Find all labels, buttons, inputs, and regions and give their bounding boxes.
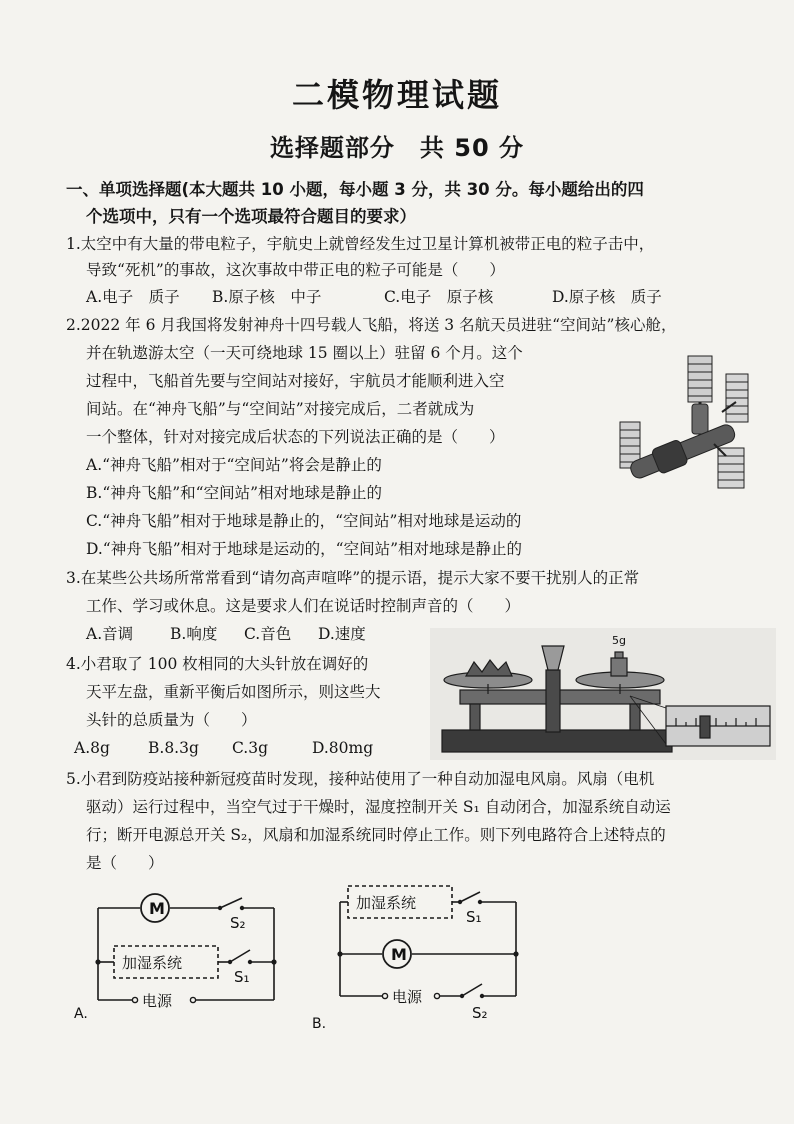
balance-scale-illustration [430,628,776,760]
q1-text-line2: 导致“死机”的事故，这次事故中带正电的粒子可能是（ ） [86,261,505,279]
q2-option-c: C.“神舟飞船”相对于地球是静止的，“空间站”相对地球是运动的 [86,512,522,530]
q1-text-line1: 1.太空中有大量的带电粒子，宇航史上就曾经发生过卫星计算机被带正电的粒子击中， [66,235,655,253]
circuit-diagram-a [70,876,300,1024]
power-source-b-label: 电源 [392,988,423,1006]
space-station-illustration [614,352,760,492]
q1-option-b: B.原子核 中子 [212,288,322,306]
q2-option-a: A.“神舟飞船”相对于“空间站”将会是静止的 [86,456,382,474]
section-heading-line1: 一、单项选择题(本大题共 10 小题，每小题 3 分，共 30 分。每小题给出的四 [66,180,644,199]
q5-text-line4: 是（ ） [86,854,164,872]
q5-text-line3: 行；断开电源总开关 S₂，风扇和加湿系统同时停止工作。则下列电路符合上述特点的 [86,826,666,844]
q3-option-b: B.响度 [170,625,218,643]
q3-text-line1: 3.在某些公共场所常常看到“请勿高声喧哗”的提示语，提示大家不要干扰别人的正常 [66,569,640,587]
q1-option-a: A.电子 质子 [86,288,180,306]
section-heading-line2: 个选项中，只有一个选项最符合题目的要求） [86,207,416,226]
humidifier-b-label: 加湿系统 [356,894,417,912]
q4-text-line1: 4.小君取了 100 枚相同的大头针放在调好的 [66,655,369,673]
q2-text-line5: 一个整体，针对对接完成后状态的下列说法正确的是（ ） [86,428,505,446]
q5-text-line2: 驱动）运行过程中，当空气过于干燥时，湿度控制开关 S₁ 自动闭合，加湿系统自动运 [86,798,671,816]
page-title: 二模物理试题 [291,76,502,114]
q4-option-a: A.8g [74,739,110,757]
solar-panel-right [726,374,748,422]
circuit-b-option-label: B. [312,1016,327,1032]
q4-option-d: D.80mg [312,739,374,757]
q2-text-line2: 并在轨遨游太空（一天可绕地球 15 圈以上）驻留 6 个月。这个 [86,344,523,362]
switch-s1-a-label: S₁ [234,968,250,986]
switch-s2-a-label: S₂ [230,914,246,932]
q4-text-line3: 头针的总质量为（ ） [86,711,257,729]
q2-option-d: D.“神舟飞船”相对于地球是运动的，“空间站”相对地球是静止的 [86,540,522,558]
q2-text-line3: 过程中，飞船首先要与空间站对接好，宇航员才能顺利进入空 [86,372,505,390]
q1-option-d: D.原子核 质子 [552,288,662,306]
motor-b-label: M [391,945,407,964]
q3-text-line2: 工作、学习或休息。这是要求人们在说话时控制声音的（ ） [86,597,521,615]
humidifier-a-label: 加湿系统 [122,954,183,972]
switch-s1-b-label: S₁ [466,908,482,926]
q2-text-line4: 间站。在“神舟飞船”与“空间站”对接完成后，二者就成为 [86,400,475,418]
q1-option-c: C.电子 原子核 [384,288,494,306]
balance-base [442,730,672,752]
weight-5g [611,658,627,676]
q3-option-d: D.速度 [318,625,366,643]
motor-a-label: M [149,899,165,918]
q4-option-c: C.3g [232,739,269,757]
solar-panel-bottom-right [718,448,744,488]
rider [700,716,710,738]
q4-option-b: B.8.3g [148,739,199,757]
q2-option-b: B.“神舟飞船”和“空间站”相对地球是静止的 [86,484,383,502]
weight-label: 5g [612,634,626,647]
q3-option-a: A.音调 [86,625,134,643]
circuit-a-option-label: A. [74,1006,88,1022]
solar-panel-top [688,356,712,402]
switch-s2-b-label: S₂ [472,1004,488,1022]
power-source-a-label: 电源 [142,992,173,1010]
q4-text-line2: 天平左盘，重新平衡后如图所示，则这些大 [86,683,381,701]
q3-option-c: C.音色 [244,625,292,643]
circuit-diagram-b [310,872,530,1032]
q2-text-line1: 2.2022 年 6 月我国将发射神舟十四号载人飞船，将送 3 名航天员进驻“空间站”核心舱， [66,316,677,334]
section-subtitle: 选择题部分 共 50 分 [269,134,525,162]
q5-text-line1: 5.小君到防疫站接种新冠疫苗时发现，接种站使用了一种自动加湿电风扇。风扇（电机 [66,770,655,788]
